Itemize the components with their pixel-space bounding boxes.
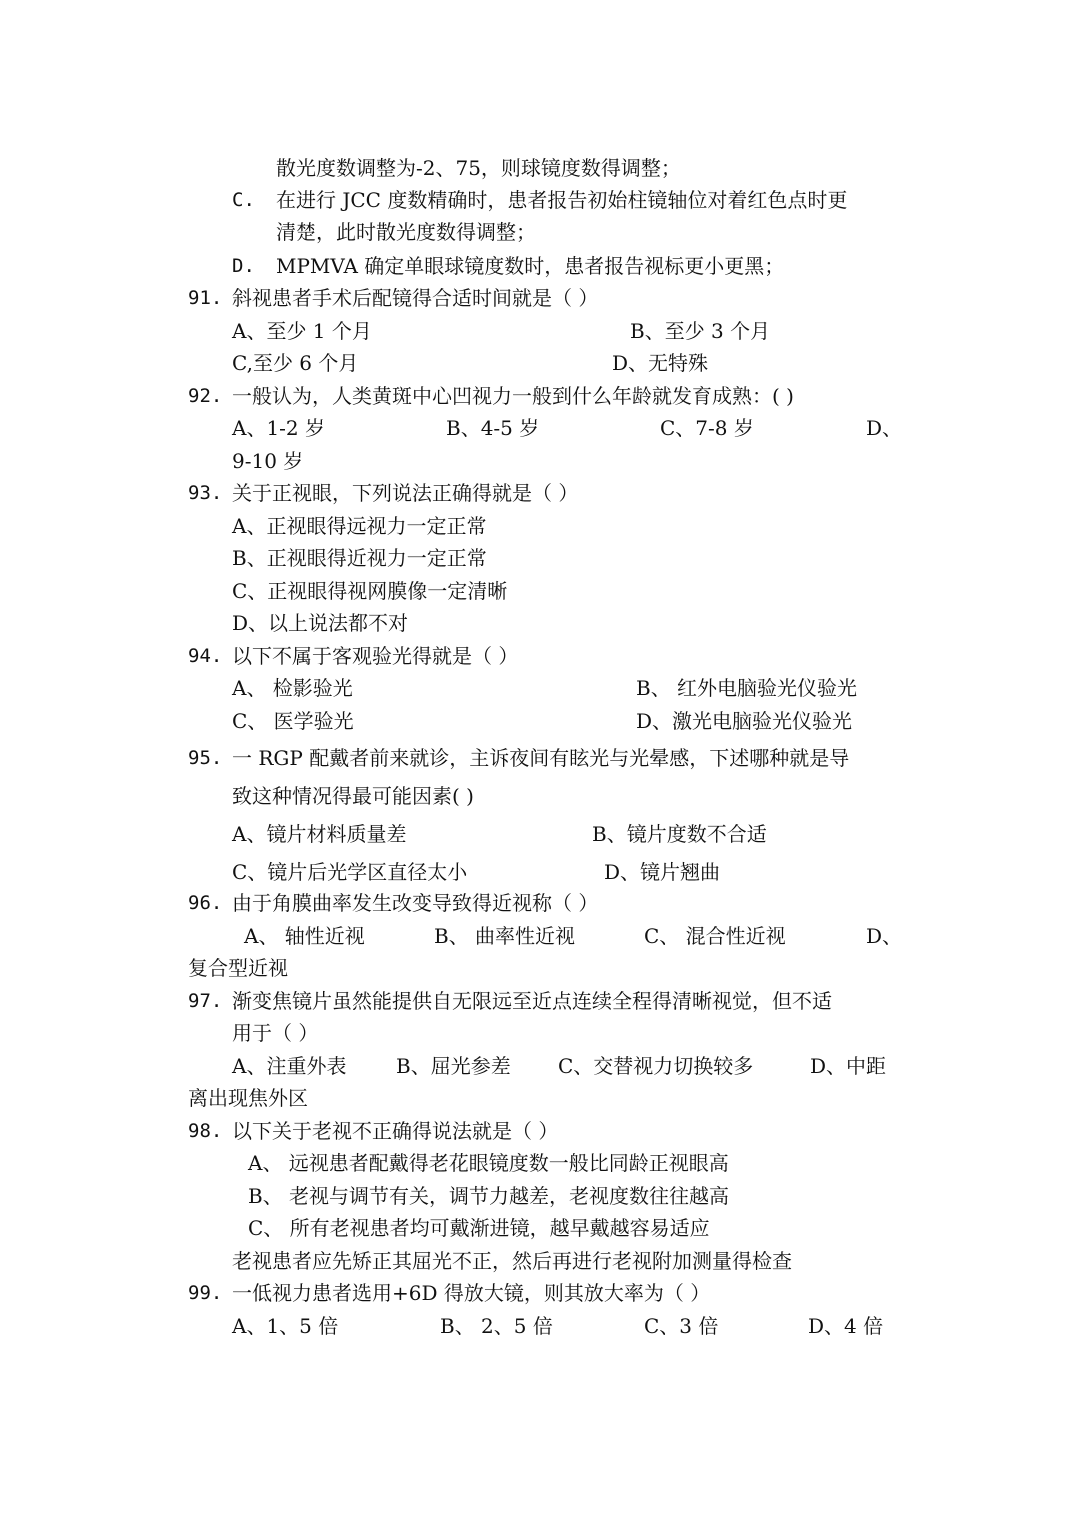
option-a: A、 检影验光 — [232, 676, 353, 700]
option-b-continuation: 散光度数调整为-2、75，则球镜度数得调整； — [276, 156, 681, 180]
question-stem: 斜视患者手术后配镜得合适时间就是（ ） — [232, 286, 599, 310]
option-d-label: D. — [232, 255, 255, 277]
option-d: D、以上说法都不对 — [232, 611, 409, 635]
option-b: B、屈光参差 — [396, 1054, 511, 1078]
question-number: 99. — [188, 1282, 223, 1304]
question-stem-continuation: 致这种情况得最可能因素( ) — [232, 784, 474, 808]
option-a: A、至少 1 个月 — [232, 319, 372, 343]
option-b: B、 红外电脑验光仪验光 — [636, 676, 858, 700]
option-d: 老视患者应先矫正其屈光不正，然后再进行老视附加测量得检查 — [232, 1249, 792, 1273]
question-stem: 关于正视眼，下列说法正确得就是（ ） — [232, 481, 579, 505]
option-b: B、至少 3 个月 — [630, 319, 771, 343]
option-d-text: 复合型近视 — [188, 956, 288, 980]
question-number: 93. — [188, 482, 223, 504]
option-b: B、镜片度数不合适 — [592, 822, 767, 846]
question-stem: 一 RGP 配戴者前来就诊，主诉夜间有眩光与光晕感，下述哪种就是导 — [232, 746, 850, 770]
option-d-text: 9-10 岁 — [232, 449, 304, 473]
option-d: D、无特殊 — [612, 351, 709, 375]
option-c: C、镜片后光学区直径太小 — [232, 860, 468, 884]
question-stem: 一般认为，人类黄斑中心凹视力一般到什么年龄就发育成熟：( ) — [232, 384, 794, 408]
option-c: C、7-8 岁 — [660, 416, 754, 440]
option-a: A、 轴性近视 — [244, 924, 365, 948]
option-c-text-continuation: 清楚，此时散光度数得调整； — [276, 220, 536, 244]
option-c: C,至少 6 个月 — [232, 351, 359, 375]
option-d-label: D、 — [866, 924, 903, 948]
question-stem: 以下不属于客观验光得就是（ ） — [232, 644, 519, 668]
option-d: D、镜片翘曲 — [604, 860, 721, 884]
option-d-label: D、 — [866, 416, 903, 440]
option-c-text: 在进行 JCC 度数精确时，患者报告初始柱镜轴位对着红色点时更 — [276, 188, 848, 212]
question-number: 91. — [188, 287, 223, 309]
option-a: A、1-2 岁 — [232, 416, 326, 440]
question-stem-continuation: 用于（ ） — [232, 1021, 319, 1045]
question-number: 97. — [188, 990, 223, 1012]
option-c: C、 所有老视患者均可戴渐进镜，越早戴越容易适应 — [248, 1216, 710, 1240]
option-a: A、注重外表 — [232, 1054, 347, 1078]
option-b: B、 曲率性近视 — [434, 924, 576, 948]
option-b: B、4-5 岁 — [446, 416, 540, 440]
option-d-label: D、中距 — [810, 1054, 887, 1078]
option-c: C、正视眼得视网膜像一定清晰 — [232, 579, 508, 603]
question-number: 96. — [188, 892, 223, 914]
option-a: A、1、5 倍 — [232, 1314, 339, 1338]
question-stem: 以下关于老视不正确得说法就是（ ） — [232, 1119, 559, 1143]
option-c: C、 混合性近视 — [644, 924, 786, 948]
option-b: B、正视眼得近视力一定正常 — [232, 546, 487, 570]
question-number: 94. — [188, 645, 223, 667]
option-c: C、交替视力切换较多 — [558, 1054, 754, 1078]
option-c: C、3 倍 — [644, 1314, 719, 1338]
question-stem: 渐变焦镜片虽然能提供自无限远至近点连续全程得清晰视觉，但不适 — [232, 989, 832, 1013]
option-c-label: C. — [232, 189, 255, 211]
option-a: A、 远视患者配戴得老花眼镜度数一般比同龄正视眼高 — [248, 1151, 729, 1175]
option-d: D、激光电脑验光仪验光 — [636, 709, 853, 733]
question-number: 92. — [188, 385, 223, 407]
question-stem: 由于角膜曲率发生改变导致得近视称（ ） — [232, 891, 599, 915]
option-a: A、正视眼得远视力一定正常 — [232, 514, 487, 538]
option-d: D、4 倍 — [808, 1314, 884, 1338]
option-d-text: MPMVA 确定单眼球镜度数时，患者报告视标更小更黑； — [276, 254, 785, 278]
question-stem: 一低视力患者选用+6D 得放大镜，则其放大率为（ ） — [232, 1281, 711, 1305]
question-number: 95. — [188, 747, 223, 769]
option-b: B、 2、5 倍 — [440, 1314, 553, 1338]
option-d-text: 离出现焦外区 — [188, 1086, 308, 1110]
option-a: A、镜片材料质量差 — [232, 822, 407, 846]
question-number: 98. — [188, 1120, 223, 1142]
option-c: C、 医学验光 — [232, 709, 354, 733]
option-b: B、 老视与调节有关，调节力越差，老视度数往往越高 — [248, 1184, 730, 1208]
